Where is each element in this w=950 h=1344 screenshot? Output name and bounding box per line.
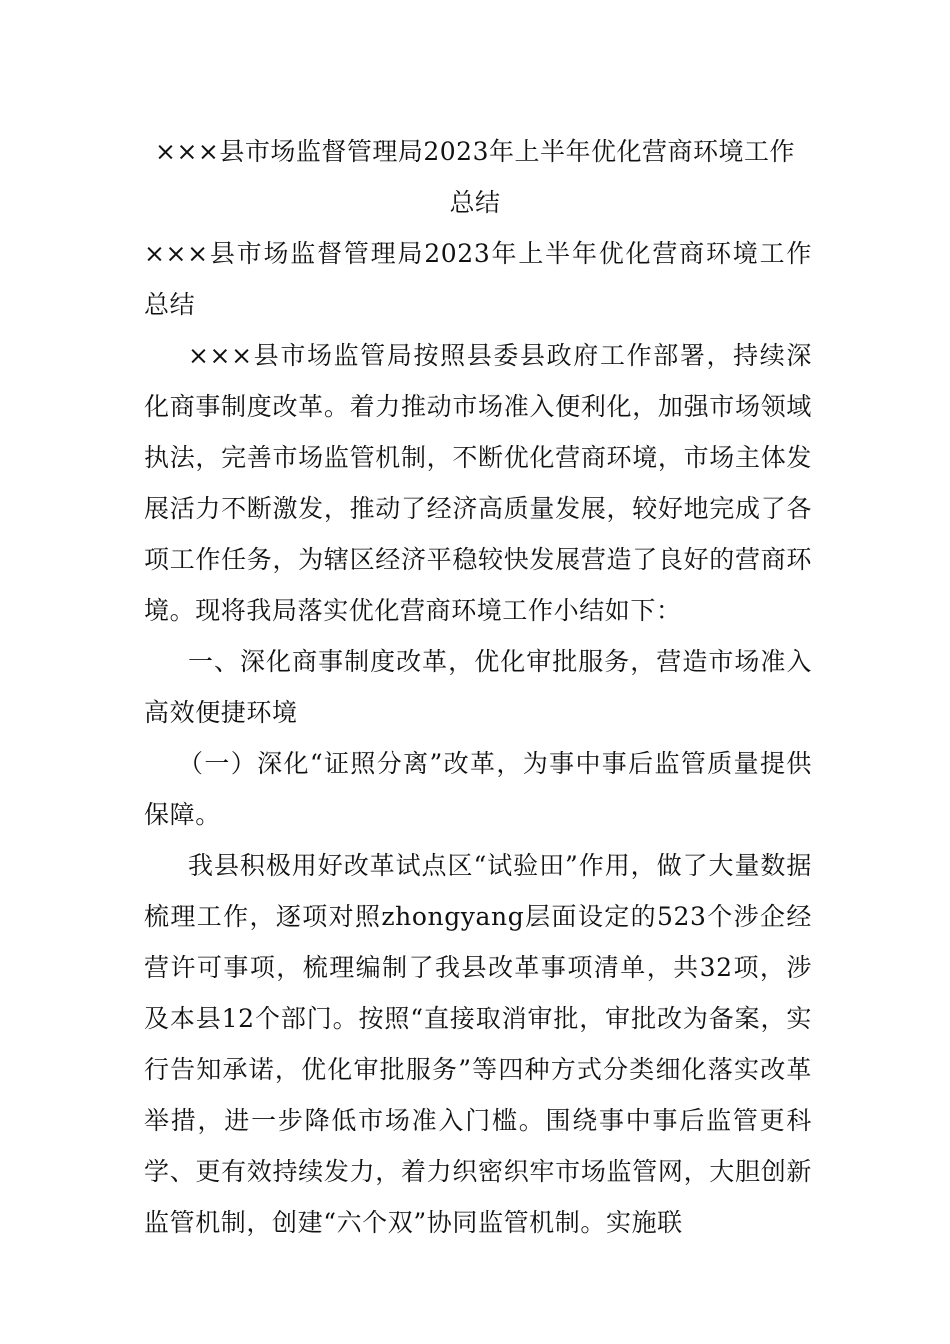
document-body	[144, 228, 812, 1248]
title-line-1: ×××县市场监督管理局2023年上半年优化营商环境工作	[155, 137, 795, 166]
document-title	[0, 126, 950, 228]
title-line-2: 总结	[449, 188, 501, 217]
section-1-heading: 一、深化商事制度改革，优化审批服务，营造市场准入高效便捷环境	[144, 647, 812, 727]
intro-paragraph: ×××县市场监管局按照县委县政府工作部署，持续深化商事制度改革。着力推动市场准入便利化，加强市场领域执法，完善市场监管机制，不断优化营商环境，市场主体发展活力不断激发，推动了经济高质量发展，较好地完成了各项工作任务，为辖区经济平稳较快发展营造了良好的营商环境。现将我局落实优化营商环境工作小结如下：	[144, 341, 812, 625]
subsection-1-heading: （一）深化“证照分离”改革，为事中事后监管质量提供保障。	[144, 749, 812, 829]
document-subtitle: ×××县市场监督管理局2023年上半年优化营商环境工作总结	[144, 239, 812, 319]
body-paragraph-1: 我县积极用好改革试点区“试验田”作用，做了大量数据梳理工作，逐项对照zhongyang层面设定的523个涉企经营许可事项，梳理编制了我县改革事项清单，共32项，涉及本县12个部门。按照“直接取消审批，审批改为备案，实行告知承诺，优化审批服务”等四种方式分类细化落实改革举措，进一步降低市场准入门槛。围绕事中事后监管更科学、更有效持续发力，着力织密织牢市场监管网，大胆创新监管机制，创建“六个双”协同监管机制。实施联	[144, 851, 812, 1237]
